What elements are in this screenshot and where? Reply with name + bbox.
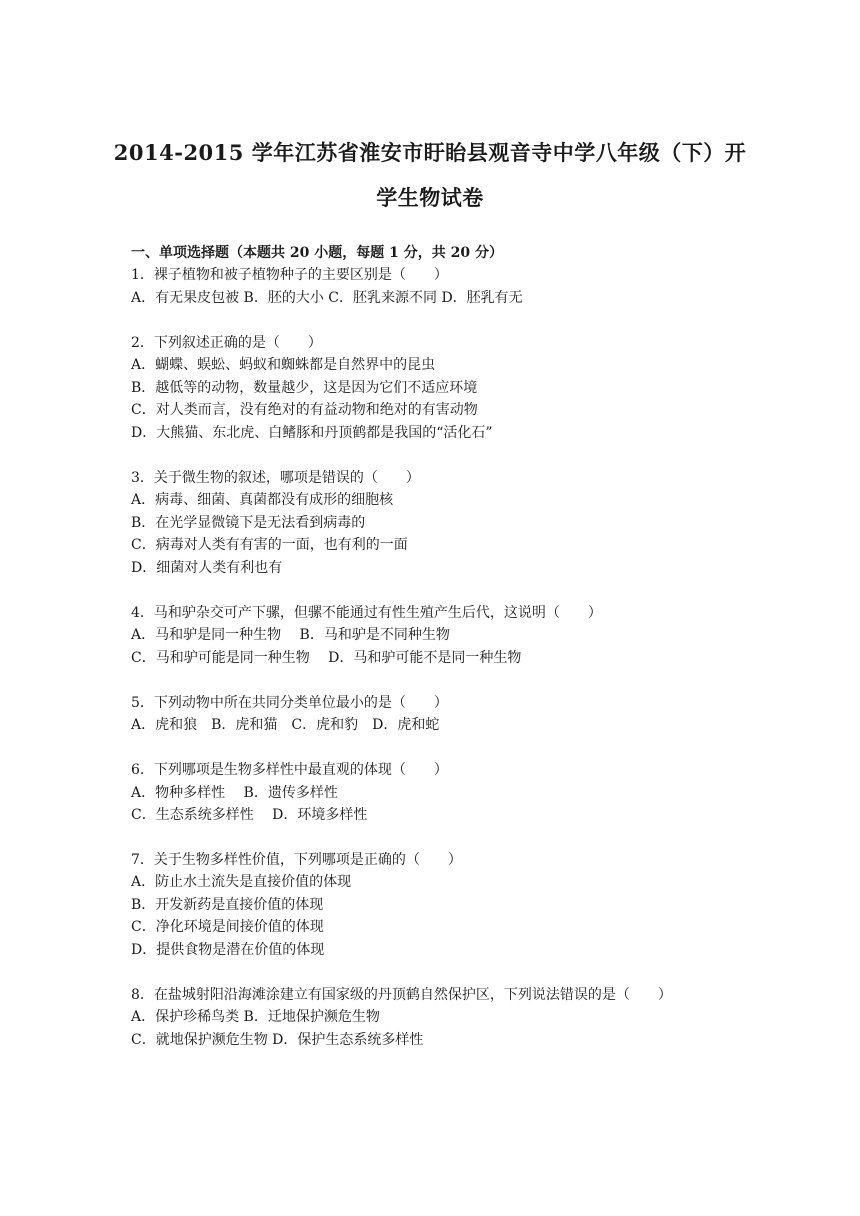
question-3-option-a: A．病毒、细菌、真菌都没有成形的细胞核 xyxy=(131,492,394,508)
question-3-option-b: B．在光学显微镜下是无法看到病毒的 xyxy=(131,515,366,531)
question-6-options-cd: C．生态系统多样性 D．环境多样性 xyxy=(131,807,368,823)
question-1-stem: 1．裸子植物和被子植物种子的主要区别是（ ） xyxy=(131,267,448,283)
question-6-stem: 6．下列哪项是生物多样性中最直观的体现（ ） xyxy=(131,762,448,778)
question-2-option-d: D．大熊猫、东北虎、白鳍豚和丹顶鹤都是我国的“活化石” xyxy=(131,425,493,441)
question-4-options-cd: C．马和驴可能是同一种生物 D．马和驴可能不是同一种生物 xyxy=(131,650,522,666)
question-8-options-cd: C．就地保护濒危生物 D．保护生态系统多样性 xyxy=(131,1032,424,1048)
question-2-option-a: A．蝴蝶、蜈蚣、蚂蚁和蜘蛛都是自然界中的昆虫 xyxy=(131,357,436,373)
question-1-options: A．有无果皮包被 B．胚的大小 C．胚乳来源不同 D．胚乳有无 xyxy=(131,290,523,306)
question-2-option-c: C．对人类而言，没有绝对的有益动物和绝对的有害动物 xyxy=(131,402,478,418)
question-7-option-a: A．防止水土流失是直接价值的体现 xyxy=(131,874,352,890)
question-2-option-b: B．越低等的动物，数量越少，这是因为它们不适应环境 xyxy=(131,380,478,396)
question-3-option-d: D．细菌对人类有利也有 xyxy=(131,560,283,576)
question-5-stem: 5．下列动物中所在共同分类单位最小的是（ ） xyxy=(131,695,448,711)
question-8-options-ab: A．保护珍稀鸟类 B．迁地保护濒危生物 xyxy=(131,1009,380,1025)
question-5-options: A．虎和狼 B．虎和猫 C．虎和豹 D．虎和蛇 xyxy=(131,717,440,733)
question-4-options-ab: A．马和驴是同一种生物 B．马和驴是不同种生物 xyxy=(131,627,450,643)
question-7-option-c: C．净化环境是间接价值的体现 xyxy=(131,919,324,935)
question-6-options-ab: A．物种多样性 B．遗传多样性 xyxy=(131,785,338,801)
question-4-stem: 4．马和驴杂交可产下骡，但骡不能通过有性生殖产生后代，这说明（ ） xyxy=(131,605,602,621)
section-heading: 一、单项选择题（本题共 20 小题，每题 1 分，共 20 分） xyxy=(131,245,503,261)
question-2-stem: 2．下列叙述正确的是（ ） xyxy=(131,335,322,351)
exam-title-line-1: 2014-2015 学年江苏省淮安市盱眙县观音寺中学八年级（下）开 xyxy=(113,140,747,165)
exam-title-line-2: 学生物试卷 xyxy=(376,185,484,210)
question-3-option-c: C．病毒对人类有有害的一面，也有利的一面 xyxy=(131,537,408,553)
question-7-option-b: B．开发新药是直接价值的体现 xyxy=(131,897,324,913)
question-8-stem: 8．在盐城射阳沿海滩涂建立有国家级的丹顶鹤自然保护区，下列说法错误的是（ ） xyxy=(131,987,672,1003)
question-3-stem: 3．关于微生物的叙述，哪项是错误的（ ） xyxy=(131,470,420,486)
question-7-option-d: D．提供食物是潜在价值的体现 xyxy=(131,942,325,958)
question-7-stem: 7．关于生物多样性价值，下列哪项是正确的（ ） xyxy=(131,852,462,868)
